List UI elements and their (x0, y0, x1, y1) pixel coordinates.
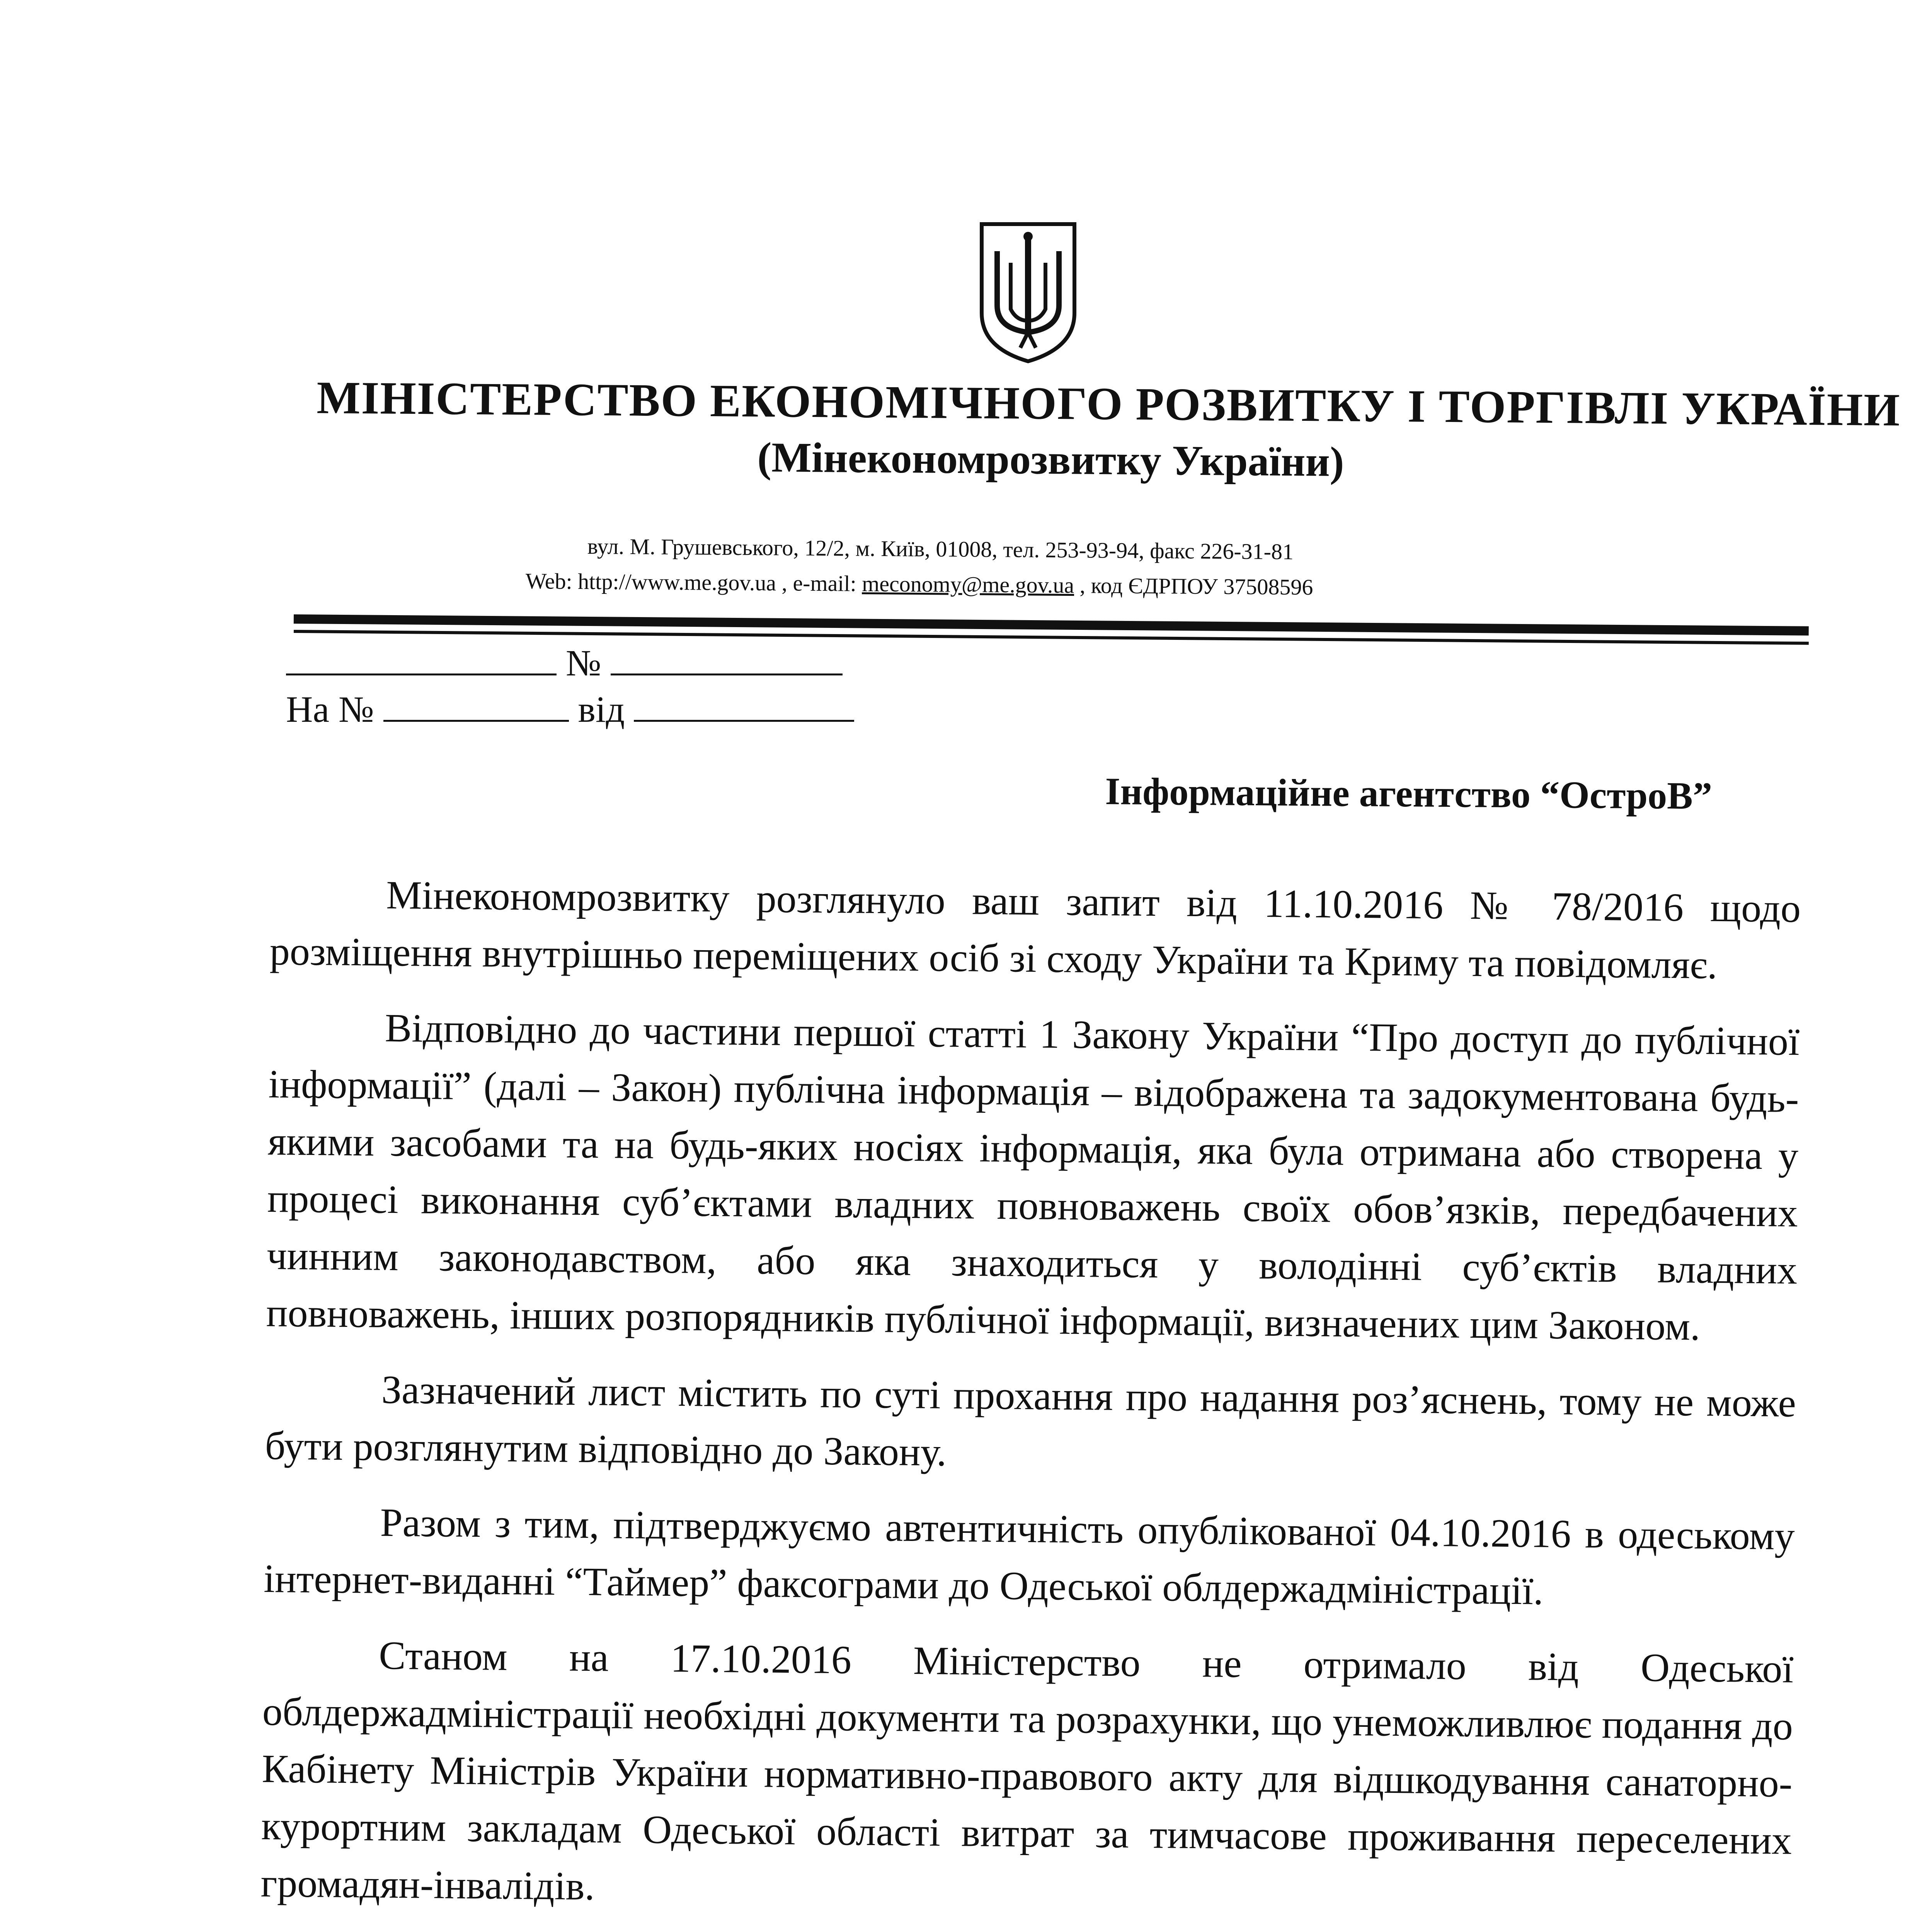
email-link[interactable]: meconomy@me.gov.ua (861, 571, 1074, 598)
reply-date-label: від (578, 689, 625, 730)
ministry-short-name: (Мінекономрозвитку України) (757, 433, 1345, 485)
paragraph-1: Мінекономрозвитку розглянуло ваш запит від 11.10.2016 № 78/2016 щодо розміщення внутрішньо переміщених осіб зі сходу України та Криму та повідомляє. (269, 872, 1801, 987)
reply-date-blank (634, 689, 854, 722)
letter-body (260, 866, 1801, 1932)
outgoing-number-line (286, 641, 843, 684)
paragraph-4: Разом з тим, підтверджуємо автентичність опублікованої 04.10.2016 в одеському інтернет-виданні “Таймер” факсограми до Одеської облдержадміністрації. (263, 1500, 1795, 1613)
paragraph-2: Відповідно до частини першої статті 1 Закону України “Про доступ до публічної інформації” (далі – Закон) публічна інформація – відображена та задокументована будь-якими засобами та на будь-яких носіях інформація, яка була отримана або створена у процесі виконання суб’єктами владних повноважень своїх обов’язків, передбачених чинним законодавством, або яка знаходиться у володінні суб’єктів владних повноважень, інших розпорядників публічної інформації, визначених цим Законом. (266, 1005, 1800, 1349)
web-text: Web: http://www.me.gov.ua , e-mail: (525, 568, 862, 596)
ministry-address: вул. М. Грушевського, 12/2, м. Київ, 01008, тел. 253-93-94, факс 226-31-81 (587, 534, 1294, 565)
outgoing-date-blank (286, 643, 557, 675)
paragraph-3: Зазначений лист містить по суті прохання про надання роз’яснень, тому не може бути розглянутим відповідно до Закону. (265, 1367, 1796, 1475)
reply-number-label: На № (286, 689, 374, 730)
paragraph-5: Станом на 17.10.2016 Міністерство не отримало від Одеської облдержадміністрації необхідні документи та розрахунки, що унеможливлює подання до Кабінету Міністрів України нормативно-правового акту для відшкодування санаторно-курортним закладам Одеської області витрат за тимчасове проживання переселених громадян-інвалідів. (260, 1633, 1794, 1909)
ministry-full-name: МІНІСТЕРСТВО ЕКОНОМІЧНОГО РОЗВИТКУ І ТОРГІВЛІ УКРАЇНИ (316, 371, 1901, 436)
reply-number-blank (383, 689, 569, 722)
number-label: № (566, 642, 601, 684)
edrpou-code: , код ЄДРПОУ 37508596 (1074, 573, 1313, 600)
addressee: Інформаційне агентство “ОстроВ” (1105, 769, 1713, 818)
trident-coat-of-arms-icon (974, 216, 1082, 367)
ministry-contacts (525, 568, 1313, 600)
outgoing-number-blank (611, 643, 843, 675)
reply-reference-line (286, 688, 854, 731)
